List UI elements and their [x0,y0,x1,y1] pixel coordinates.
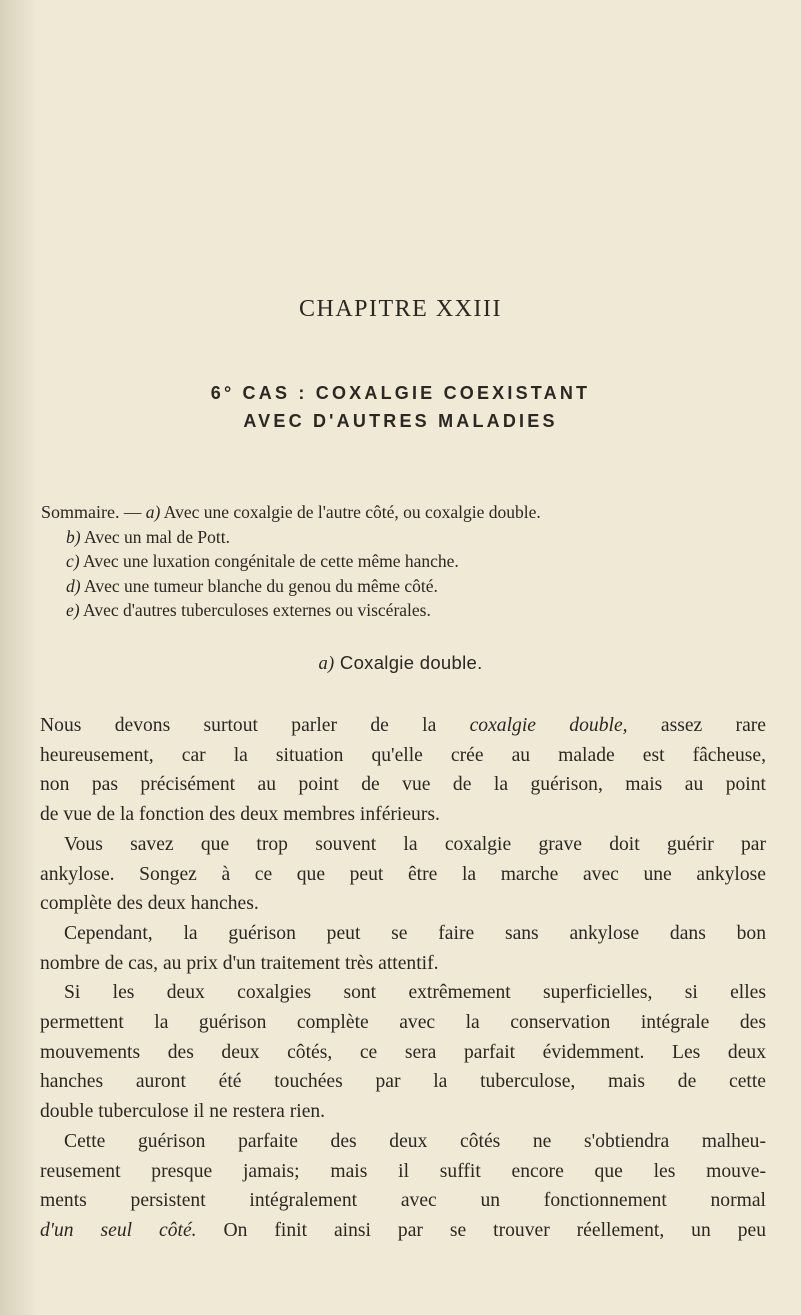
body-line: Cette guérison parfaite des deux côtés ne s'obtiendra malheu- [64,1130,766,1152]
summary-line-a [41,500,761,525]
section-heading-line-2: AVEC D'AUTRES MALADIES [243,411,558,431]
body-line: double tuberculose il ne restera rien. [40,1101,326,1123]
summary-line-e [41,598,761,623]
summary-text-b: Avec un mal de Pott. [80,526,230,547]
body-line: non pas précisément au point de vue de la guérison, mais au point [40,774,766,796]
chapter-title: CHAPITRE XXIII [299,296,502,322]
body-text [40,711,766,1246]
subsection-letter: a) [318,654,335,674]
body-text-run: assez rare [627,715,766,736]
body-line: reusement presque jamais; mais il suffit encore que les mouve- [40,1160,766,1182]
summary-text-a: Avec une coxalgie de l'autre côté, ou coxalgie double. [160,502,541,522]
summary-line-b [41,525,761,550]
body-line: complète des deux hanches. [40,893,259,915]
summary-line-d [41,574,761,599]
body-line: Cependant, la guérison peut se faire sans ankylose dans bon [64,922,766,944]
summary-letter-b: b) [66,526,81,547]
summary-dash: — [119,502,146,522]
summary-letter-e: e) [66,600,80,620]
body-line [40,1216,766,1246]
summary-line-c [41,549,761,574]
body-line: nombre de cas, au prix d'un traitement très attentif. [40,952,439,974]
summary-letter-c: c) [66,551,80,571]
summary-letter-a: a) [145,502,161,522]
subsection-title: Coxalgie double. [334,652,483,673]
body-emphasis: d'un seul côté. [40,1219,197,1241]
section-heading-line-1: 6° CAS : COXALGIE COEXISTANT [210,383,591,403]
body-line: ankylose. Songez à ce que peut être la marche avec une ankylose [40,863,766,885]
body-text-run: On finit ainsi par se trouver réellement, un peu [196,1219,766,1241]
summary-letter-d: d) [66,575,81,596]
summary-text-d: Avec une tumeur blanche du genou du même côté. [80,575,438,596]
summary-text-e: Avec d'autres tuberculoses externes ou viscérales. [79,600,431,620]
summary-block [41,500,761,623]
summary-text-c: Avec une luxation congénitale de cette même hanche. [79,551,459,571]
body-line [40,711,766,741]
body-line: ments persistent intégralement avec un fonctionnement normal [40,1190,766,1212]
body-line: mouvements des deux côtés, ce sera parfait évidemment. Les deux [40,1041,766,1063]
summary-label: Sommaire. [41,502,120,522]
body-line: de vue de la fonction des deux membres inférieurs. [40,804,440,826]
section-heading [0,379,801,435]
subsection-heading [0,652,801,675]
body-line: heureusement, car la situation qu'elle crée au malade est fâcheuse, [40,744,766,766]
body-text-run: Nous devons surtout parler de la [40,715,470,736]
body-line: permettent la guérison complète avec la conservation intégrale des [40,1012,766,1034]
body-line: Si les deux coxalgies sont extrêmement superficielles, si elles [64,982,766,1004]
body-line: Vous savez que trop souvent la coxalgie grave doit guérir par [64,833,766,855]
body-line: hanches auront été touchées par la tuberculose, mais de cette [40,1071,766,1093]
body-emphasis: coxalgie double, [469,715,628,736]
